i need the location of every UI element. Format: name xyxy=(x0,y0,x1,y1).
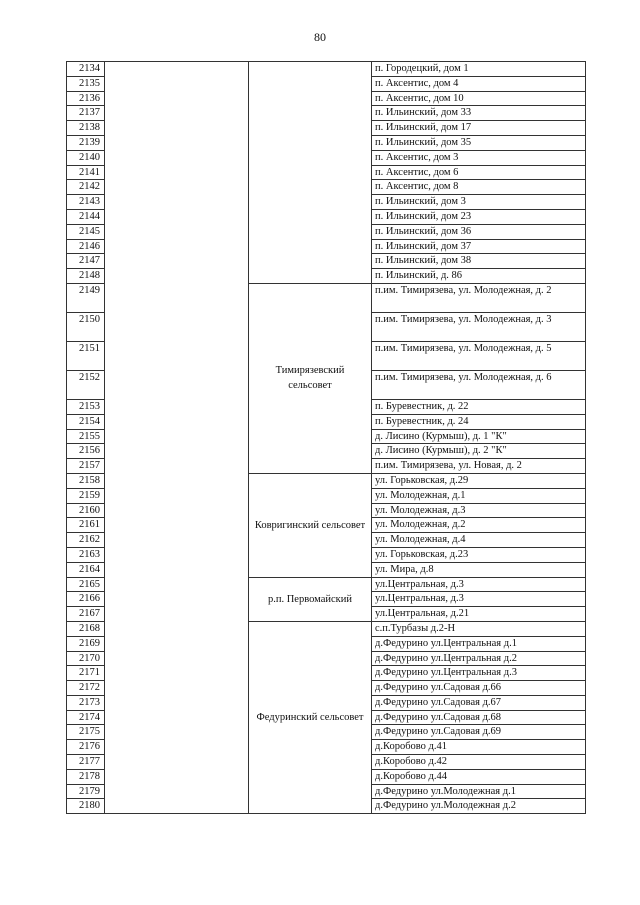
address-cell: д.Федурино ул.Молодежная д.2 xyxy=(372,799,586,814)
address-cell: п. Буревестник, д. 22 xyxy=(372,399,586,414)
address-cell: ул. Горьковская, д.23 xyxy=(372,547,586,562)
row-number: 2141 xyxy=(67,165,105,180)
row-number: 2170 xyxy=(67,651,105,666)
row-number: 2174 xyxy=(67,710,105,725)
address-cell: ул.Центральная, д.3 xyxy=(372,577,586,592)
address-cell: п. Аксентис, дом 10 xyxy=(372,91,586,106)
row-number: 2136 xyxy=(67,91,105,106)
address-cell: д.Коробово д.42 xyxy=(372,755,586,770)
address-cell: ул. Молодежная, д.2 xyxy=(372,518,586,533)
address-cell: д. Лисино (Курмыш), д. 2 "К" xyxy=(372,444,586,459)
council-name: р.п. Первомайский xyxy=(249,577,372,621)
row-number: 2177 xyxy=(67,755,105,770)
row-number: 2172 xyxy=(67,681,105,696)
address-cell: ул. Горьковская, д.29 xyxy=(372,473,586,488)
address-cell: д.Федурино ул.Садовая д.68 xyxy=(372,710,586,725)
address-cell: ул. Мира, д.8 xyxy=(372,562,586,577)
address-cell: д.Коробово д.41 xyxy=(372,740,586,755)
address-cell: д.Федурино ул.Садовая д.67 xyxy=(372,695,586,710)
address-cell: п. Ильинский, дом 17 xyxy=(372,121,586,136)
row-number: 2153 xyxy=(67,399,105,414)
row-number: 2165 xyxy=(67,577,105,592)
address-cell: п. Ильинский, дом 37 xyxy=(372,239,586,254)
address-cell: п. Ильинский, дом 35 xyxy=(372,135,586,150)
address-cell: п. Аксентис, дом 8 xyxy=(372,180,586,195)
row-number: 2176 xyxy=(67,740,105,755)
address-registry-table xyxy=(66,61,586,814)
row-number: 2159 xyxy=(67,488,105,503)
address-cell: ул.Центральная, д.3 xyxy=(372,592,586,607)
council-name: Тимирязевский сельсовет xyxy=(249,283,372,473)
council-name: Федуринский сельсовет xyxy=(249,621,372,813)
row-number: 2148 xyxy=(67,269,105,284)
address-cell: п. Аксентис, дом 6 xyxy=(372,165,586,180)
row-number: 2135 xyxy=(67,76,105,91)
row-number: 2178 xyxy=(67,769,105,784)
address-cell: д. Лисино (Курмыш), д. 1 "К" xyxy=(372,429,586,444)
address-cell: п.им. Тимирязева, ул. Молодежная, д. 6 xyxy=(372,370,586,399)
row-number: 2144 xyxy=(67,209,105,224)
row-number: 2157 xyxy=(67,459,105,474)
row-number: 2150 xyxy=(67,312,105,341)
row-number: 2171 xyxy=(67,666,105,681)
row-number: 2146 xyxy=(67,239,105,254)
page-number: 80 xyxy=(314,30,326,44)
row-number: 2152 xyxy=(67,370,105,399)
row-number: 2142 xyxy=(67,180,105,195)
address-cell: п. Ильинский, дом 38 xyxy=(372,254,586,269)
address-cell: п. Ильинский, дом 23 xyxy=(372,209,586,224)
address-cell: ул. Молодежная, д.3 xyxy=(372,503,586,518)
address-cell: ул. Молодежная, д.1 xyxy=(372,488,586,503)
address-cell: д.Федурино ул.Центральная д.3 xyxy=(372,666,586,681)
address-cell: д.Федурино ул.Садовая д.66 xyxy=(372,681,586,696)
address-cell: п. Аксентис, дом 3 xyxy=(372,150,586,165)
address-cell: с.п.Турбазы д.2-Н xyxy=(372,621,586,636)
council-name xyxy=(249,62,372,284)
address-cell: ул.Центральная, д.21 xyxy=(372,607,586,622)
row-number: 2173 xyxy=(67,695,105,710)
row-number: 2179 xyxy=(67,784,105,799)
row-number: 2169 xyxy=(67,636,105,651)
row-number: 2175 xyxy=(67,725,105,740)
row-number: 2163 xyxy=(67,547,105,562)
address-cell: п.им. Тимирязева, ул. Молодежная, д. 5 xyxy=(372,341,586,370)
council-name: Ковригинский сельсовет xyxy=(249,473,372,577)
row-number: 2161 xyxy=(67,518,105,533)
row-number: 2134 xyxy=(67,62,105,77)
row-number: 2140 xyxy=(67,150,105,165)
address-cell: п. Городецкий, дом 1 xyxy=(372,62,586,77)
row-number: 2149 xyxy=(67,283,105,312)
row-number: 2180 xyxy=(67,799,105,814)
address-cell: ул. Молодежная, д.4 xyxy=(372,533,586,548)
address-cell: д.Федурино ул.Центральная д.2 xyxy=(372,651,586,666)
address-cell: п. Ильинский, дом 3 xyxy=(372,195,586,210)
address-cell: д.Федурино ул.Садовая д.69 xyxy=(372,725,586,740)
row-number: 2155 xyxy=(67,429,105,444)
row-number: 2168 xyxy=(67,621,105,636)
row-number: 2156 xyxy=(67,444,105,459)
address-cell: д.Федурино ул.Молодежная д.1 xyxy=(372,784,586,799)
row-number: 2145 xyxy=(67,224,105,239)
row-number: 2166 xyxy=(67,592,105,607)
address-cell: п. Ильинский, д. 86 xyxy=(372,269,586,284)
row-number: 2138 xyxy=(67,121,105,136)
address-cell: д.Федурино ул.Центральная д.1 xyxy=(372,636,586,651)
row-number: 2158 xyxy=(67,473,105,488)
row-number: 2147 xyxy=(67,254,105,269)
row-number: 2151 xyxy=(67,341,105,370)
district-cell xyxy=(105,62,249,814)
row-number: 2143 xyxy=(67,195,105,210)
address-cell: п.им. Тимирязева, ул. Новая, д. 2 xyxy=(372,459,586,474)
address-cell: п. Аксентис, дом 4 xyxy=(372,76,586,91)
address-cell: п. Ильинский, дом 36 xyxy=(372,224,586,239)
address-cell: п.им. Тимирязева, ул. Молодежная, д. 2 xyxy=(372,283,586,312)
address-cell: п. Буревестник, д. 24 xyxy=(372,414,586,429)
row-number: 2167 xyxy=(67,607,105,622)
address-cell: д.Коробово д.44 xyxy=(372,769,586,784)
row-number: 2137 xyxy=(67,106,105,121)
row-number: 2154 xyxy=(67,414,105,429)
row-number: 2164 xyxy=(67,562,105,577)
address-cell: п.им. Тимирязева, ул. Молодежная, д. 3 xyxy=(372,312,586,341)
row-number: 2162 xyxy=(67,533,105,548)
row-number: 2139 xyxy=(67,135,105,150)
table-row xyxy=(67,62,586,77)
address-cell: п. Ильинский, дом 33 xyxy=(372,106,586,121)
table-body xyxy=(67,62,586,814)
row-number: 2160 xyxy=(67,503,105,518)
